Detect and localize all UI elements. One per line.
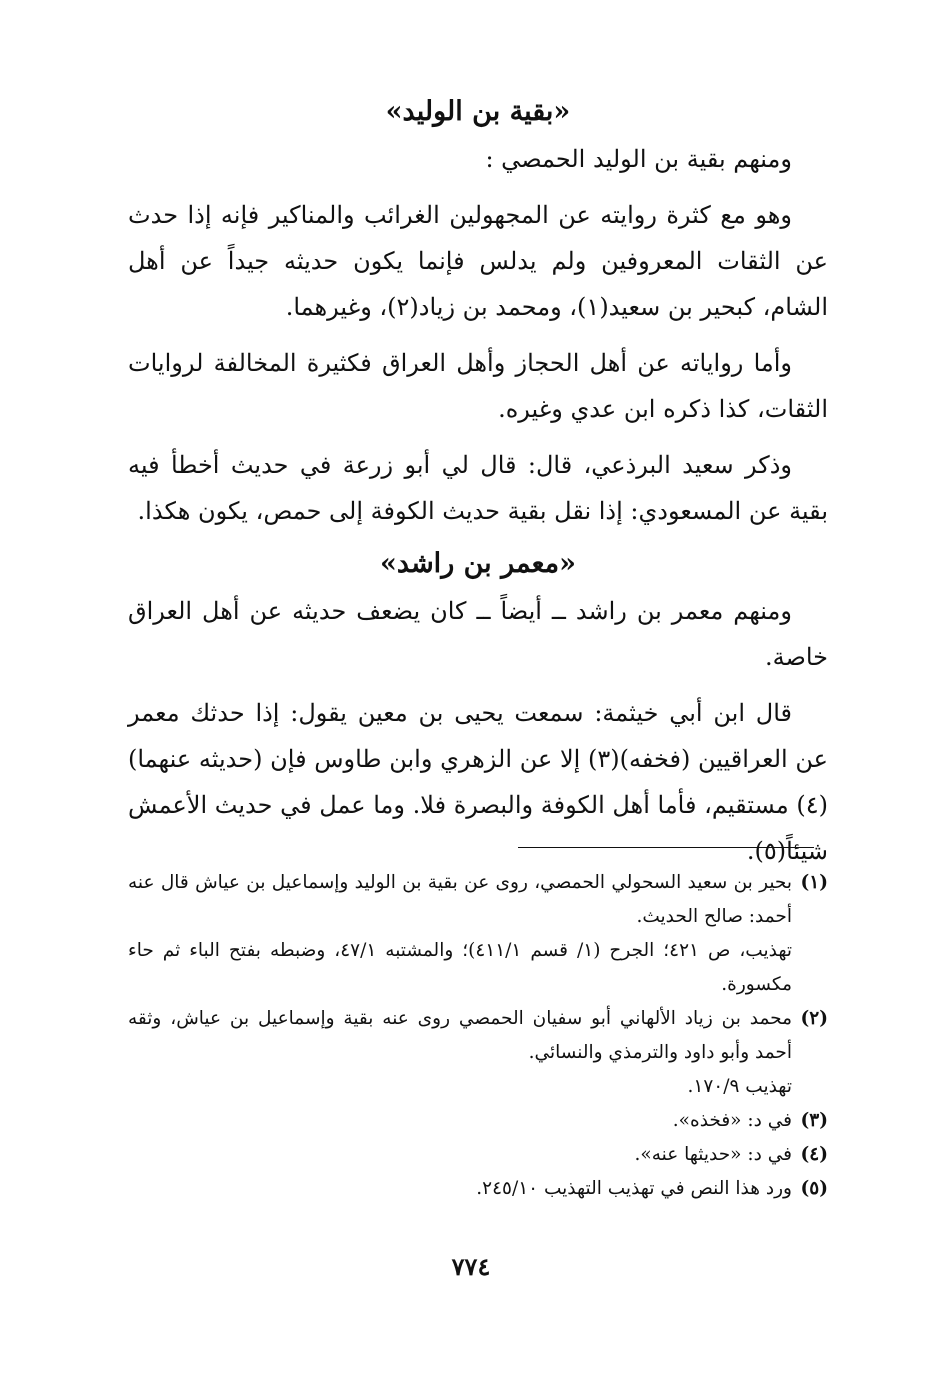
- footnote-number: (٥): [800, 1178, 828, 1199]
- footnote-4: [128, 1138, 828, 1172]
- footnote-3: [128, 1104, 828, 1138]
- footnote-number: (٢): [800, 1008, 828, 1029]
- paragraph: ومنهم بقية بن الوليد الحمصي :: [485, 145, 792, 173]
- footnote-number: (٤): [800, 1144, 828, 1165]
- footnote-5: [128, 1172, 828, 1206]
- footnote-line: في د: «فخذه».: [672, 1110, 792, 1131]
- footnote-body: [128, 1104, 792, 1138]
- footnote-body: [128, 1172, 792, 1206]
- footnote-body: [128, 866, 792, 1002]
- footnotes: [128, 866, 828, 1206]
- footnote-1: [128, 866, 828, 1002]
- footnote-line: تهذيب، ص ٤٢١؛ الجرح (١/ قسم ٤١١/١)؛ والمشتبه ٤٧/١، وضبطه بفتح الباء ثم حاء مكسورة.: [128, 940, 792, 995]
- footnote-line: بحير بن سعيد السحولي الحمصي، روى عن بقية بن الوليد وإسماعيل بن عياش قال عنه أحمد: صالح الحديث.: [128, 872, 792, 927]
- footnote-number: (٣): [800, 1110, 828, 1131]
- footnote-2: [128, 1002, 828, 1104]
- paragraph: ومنهم معمر بن راشد ــ أيضاً ــ كان يضعف حديثه عن أهل العراق خاصة.: [128, 597, 828, 671]
- footnote-number: (١): [800, 872, 828, 893]
- page-number: ٧٧٤: [451, 1252, 491, 1281]
- footnote-line: تهذيب ١٧٠/٩.: [687, 1076, 792, 1097]
- paragraph: وهو مع كثرة روايته عن المجهولين الغرائب والمناكير فإنه إذا حدث عن الثقات المعروفين ولم يدلس فإنما يكون حديثه جيداً عن أهل الشام، كبحير بن سعيد(١)، ومحمد بن زياد(٢)، وغيرهما.: [128, 201, 828, 321]
- footnote-line: محمد بن زياد الألهاني أبو سفيان الحمصي روى عنه بقية وإسماعيل بن عياش، وثقه أحمد وأبو داود والترمذي والنسائي.: [128, 1008, 792, 1063]
- footnote-line: في د: «حديثها عنه».: [634, 1144, 792, 1165]
- footnote-line: ورد هذا النص في تهذيب التهذيب ٢٤٥/١٠.: [476, 1178, 792, 1199]
- paragraph: قال ابن أبي خيثمة: سمعت يحيى بن معين يقول: إذا حدثك معمر عن العراقيين (فخفه)(٣) إلا عن الزهري وابن طاوس فإن (حديثه عنهما)(٤) مستقيم، فأما أهل الكوفة والبصرة فلا. وما عمل في حديث الأعمش شيئاً(٥).: [128, 699, 828, 865]
- footnote-body: [128, 1002, 792, 1104]
- section-heading-mamar: «معمر بن راشد»: [380, 548, 576, 579]
- paragraph: وذكر سعيد البرذعي، قال: قال لي أبو زرعة في حديث أخطأ فيه بقية عن المسعودي: إذا نقل بقية حديث الكوفة إلى حمص، يكون هكذا.: [128, 451, 828, 525]
- main-text: [128, 92, 828, 884]
- paragraph: وأما رواياته عن أهل الحجاز وأهل العراق فكثيرة المخالفة لروايات الثقات، كذا ذكره ابن عدي وغيره.: [128, 349, 828, 423]
- footnote-divider: [518, 847, 814, 848]
- section-heading-baqiyya: «بقية بن الوليد»: [385, 96, 571, 127]
- footnote-body: [128, 1138, 792, 1172]
